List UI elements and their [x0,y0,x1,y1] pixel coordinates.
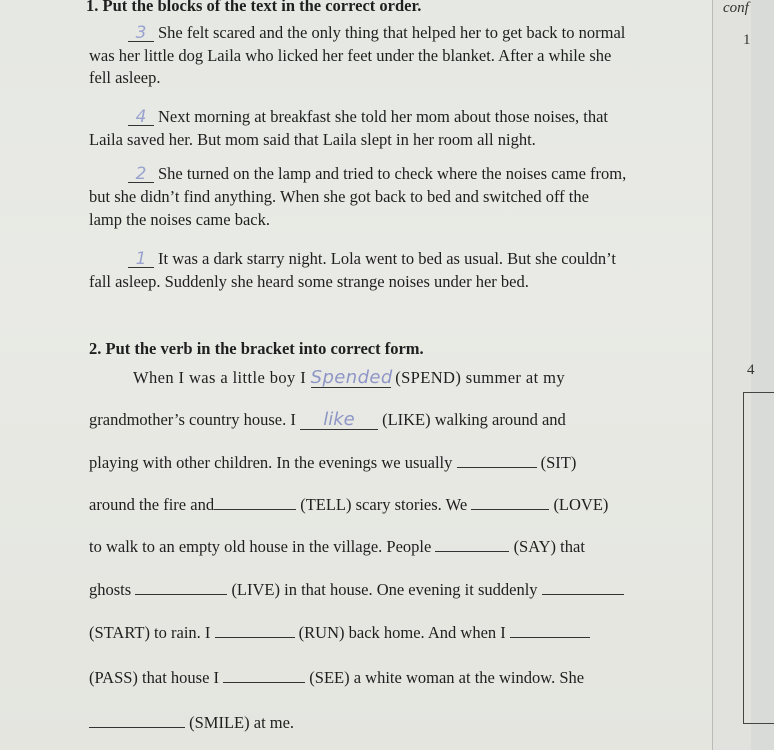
answer-field-tell[interactable] [214,495,296,510]
next-page-box [743,392,774,724]
answer-field-start[interactable] [542,580,624,595]
block-2-line-1: 2 She turned on the lamp and tried to check where the noises came from, [128,164,626,184]
answer-field-spend[interactable]: Spended [310,367,393,388]
ex2-line-2: grandmother’s country house. I like (LIKE) walking around and [89,409,566,430]
block-2-line-3: lamp the noises came back. [89,210,270,229]
block-3-line-2: was her little dog Laila who licked her feet under the blanket. After a while she [89,46,612,65]
order-number: 3 [128,25,154,42]
answer-field-love[interactable] [471,495,549,510]
exercise2-title: 2. Put the verb in the bracket into correct form. [89,339,424,358]
ex2-line-1: When I was a little boy I Spended (SPEND) summer at my [133,367,565,388]
ex2-line-6: ghosts (LIVE) in that house. One evening it suddenly [89,580,624,600]
block-1-line-1: 1 It was a dark starry night. Lola went to bed as usual. But she couldn’t [128,249,616,269]
answer-field-smile[interactable] [89,713,185,728]
order-number: 2 [128,166,154,183]
next-page-number: 1 [743,32,751,48]
ex2-line-3: playing with other children. In the evenings we usually (SIT) [89,453,577,472]
exercise1-title: 1. Put the blocks of the text in the correct order. [86,0,422,15]
answer-field-pass[interactable] [510,623,590,638]
ex2-line-8: (PASS) that house I (SEE) a white woman at the window. She [89,668,585,687]
block-3-line-3: fell asleep. [89,68,161,87]
ex2-line-5: to walk to an empty old house in the village. People (SAY) that [89,537,585,556]
block-1-line-2: fall asleep. Suddenly she heard some strange noises under her bed. [89,272,529,291]
order-number: 4 [128,109,154,126]
answer-field-see[interactable] [223,668,305,683]
ex2-line-7: (START) to rain. I (RUN) back home. And when I [89,623,590,643]
answer-field-like[interactable]: like [300,411,378,430]
order-number: 1 [128,251,154,268]
answer-field-live[interactable] [135,580,227,595]
answer-field-sit[interactable] [457,453,537,468]
block-3-line-1: 3 She felt scared and the only thing that helped her to get back to normal [128,23,625,43]
ex2-line-4: around the fire and (TELL) scary stories. We (LOVE) [89,495,609,514]
next-page-heading: conf [723,0,749,16]
block-4-line-2: Laila saved her. But mom said that Laila slept in her room all night. [89,130,536,149]
block-4-line-1: 4 Next morning at breakfast she told her mom about those noises, that [128,107,608,127]
answer-field-run[interactable] [215,623,295,638]
ex2-line-9: (SMILE) at me. [89,713,294,733]
adjacent-page-edge [712,0,755,750]
block-2-line-2: but she didn’t find anything. When she got back to bed and switched off the [89,187,589,206]
answer-field-say[interactable] [435,537,509,552]
next-page-number-4: 4 [747,362,755,378]
